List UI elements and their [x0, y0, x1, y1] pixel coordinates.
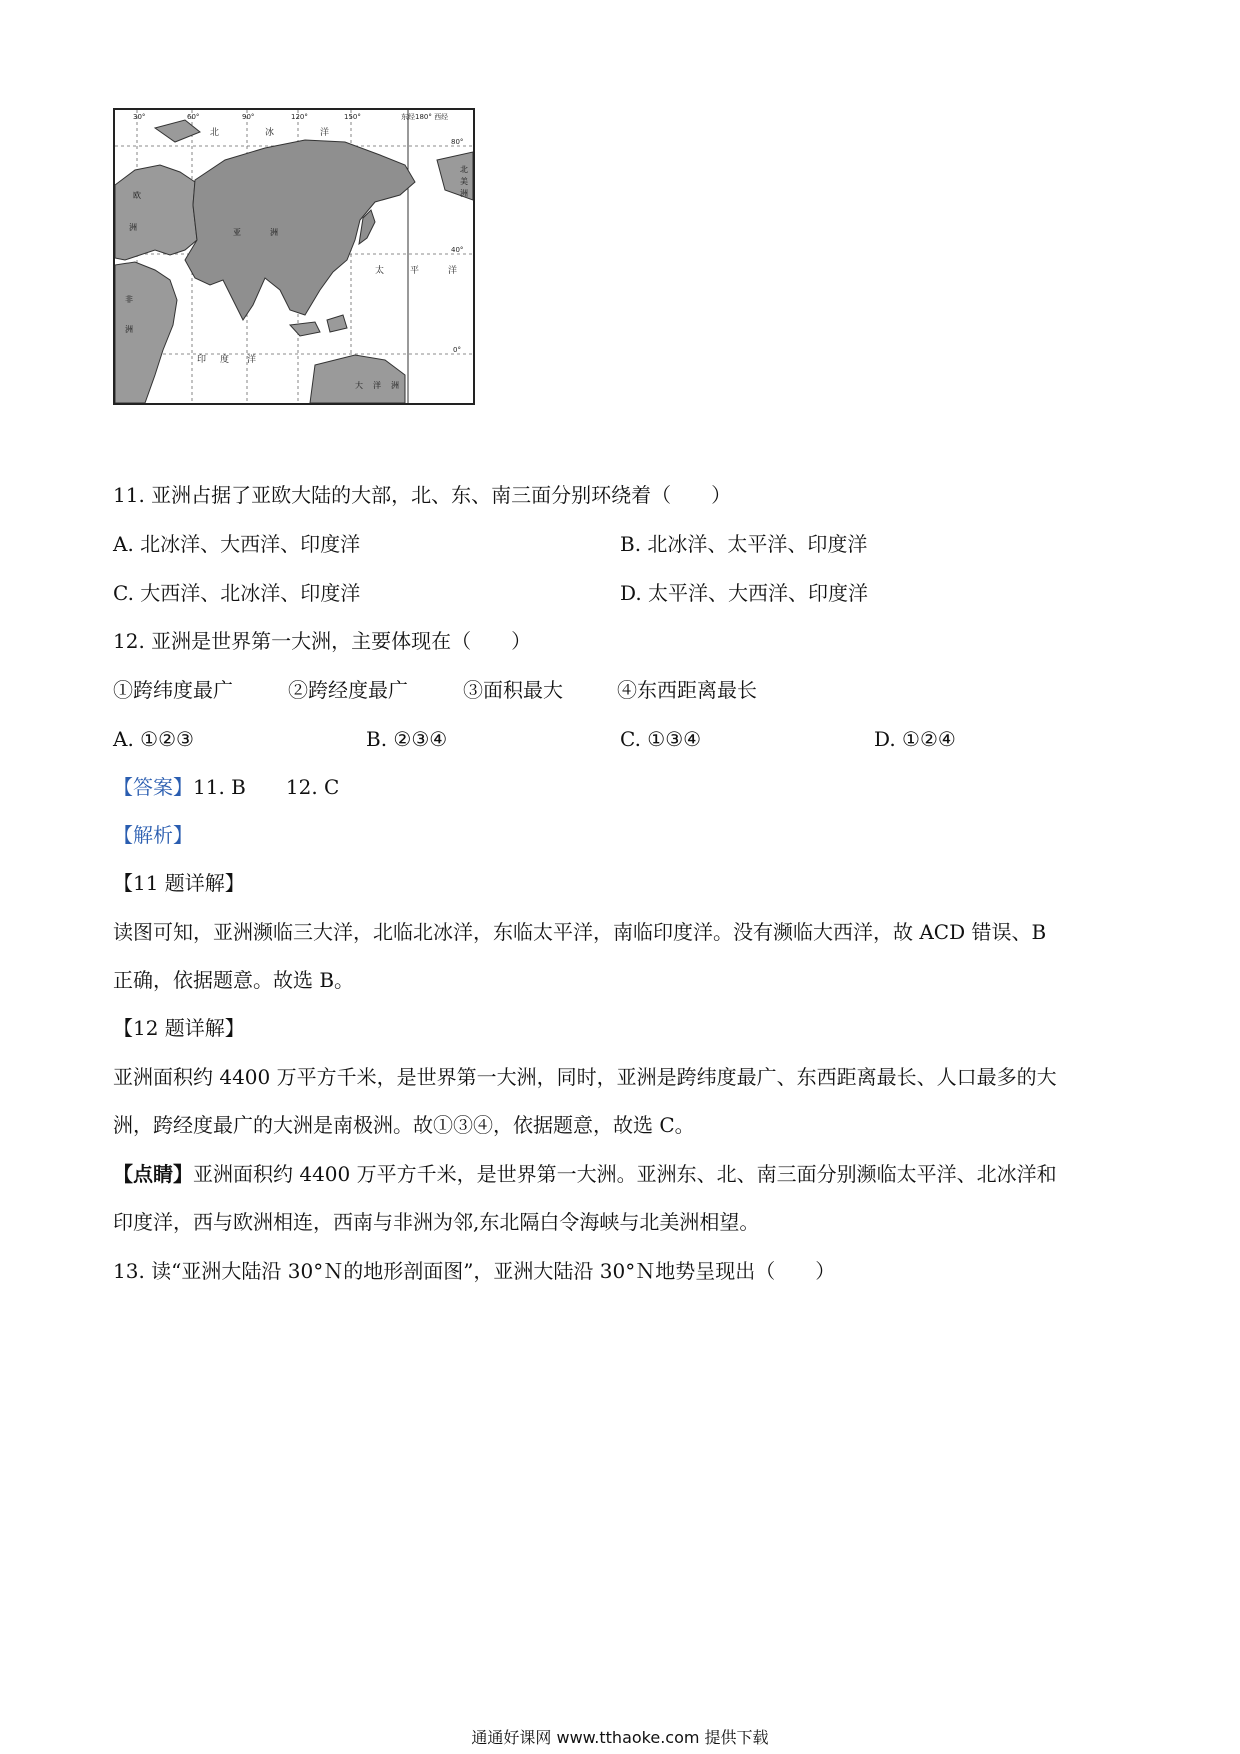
ocean-label: 平	[410, 266, 420, 276]
detail-11-tag: 【11 题详解】	[113, 871, 245, 895]
analysis-tag: 【解析】	[113, 823, 193, 847]
continent-label: 北	[460, 165, 468, 174]
q12-option-c: C. ①③④	[620, 727, 702, 751]
tip-line-1	[113, 1161, 1057, 1187]
lon-label: 30°	[133, 113, 146, 121]
lon-label: 120°	[291, 113, 308, 121]
asia-map-figure	[113, 108, 475, 405]
australia-landmass	[310, 355, 405, 403]
continent-label: 大	[355, 381, 363, 390]
continent-label: 非	[125, 295, 133, 304]
answer-12: 12. C	[285, 775, 340, 799]
q12-item-2: ②跨经度最广	[288, 678, 408, 702]
lon-label: 90°	[242, 113, 255, 121]
detail-12-tag: 【12 题详解】	[113, 1016, 245, 1040]
ocean-label: 洋	[320, 128, 330, 138]
tip-line-2: 印度洋，西与欧洲相连，西南与非洲为邻,东北隔白令海峡与北美洲相望。	[113, 1210, 760, 1234]
detail-12-line-2: 洲，跨经度最广的大洲是南极洲。故①③④，依据题意，故选 C。	[113, 1113, 695, 1137]
q11-option-a: A. 北冰洋、大西洋、印度洋	[113, 532, 361, 556]
lat-label: 80°	[451, 138, 464, 146]
continent-label: 洲	[270, 228, 278, 237]
q12-item-1: ①跨纬度最广	[113, 678, 233, 702]
asia-landmass	[185, 140, 415, 320]
continent-label: 洲	[391, 381, 399, 390]
answer-11: 11. B	[193, 775, 246, 799]
ocean-label: 洋	[247, 355, 257, 365]
ocean-label: 太	[375, 266, 385, 276]
continent-label: 美	[460, 177, 468, 186]
continent-label: 洲	[129, 223, 137, 232]
ocean-label: 冰	[265, 128, 275, 138]
ocean-label: 北	[210, 128, 220, 138]
question-11-stem: 11. 亚洲占据了亚欧大陆的大部，北、东、南三面分别环绕着（ ）	[113, 483, 732, 507]
tip-tag: 【点睛】	[113, 1162, 193, 1186]
q12-option-b: B. ②③④	[366, 727, 448, 751]
tip-text-1: 亚洲面积约 4400 万平方千米，是世界第一大洲。亚洲东、北、南三面分别濒临太平洋、北冰洋和	[193, 1162, 1057, 1186]
asia-map-svg	[115, 110, 473, 403]
lon-label: 东经180° 西经	[401, 113, 449, 121]
continent-label: 亚	[233, 228, 241, 237]
detail-11-line-2: 正确，依据题意。故选 B。	[113, 968, 355, 992]
answer-line	[113, 774, 339, 800]
ocean-label: 印	[197, 355, 207, 365]
europe-landmass	[115, 165, 197, 260]
continent-label: 欧	[133, 191, 141, 200]
lat-label: 40°	[451, 246, 464, 254]
ocean-label: 洋	[448, 266, 458, 276]
q12-option-d: D. ①②④	[874, 727, 956, 751]
q12-item-4: ④东西距离最长	[617, 678, 757, 702]
question-12-stem: 12. 亚洲是世界第一大洲，主要体现在（ ）	[113, 629, 532, 653]
question-13-stem: 13. 读“亚洲大陆沿 30°Ｎ的地形剖面图”，亚洲大陆沿 30°Ｎ地势呈现出（ ）	[113, 1259, 836, 1283]
continent-label: 洋	[373, 381, 381, 390]
indonesia-islands	[290, 322, 320, 336]
q11-option-c: C. 大西洋、北冰洋、印度洋	[113, 581, 361, 605]
continent-label: 洲	[460, 189, 468, 198]
detail-11-line-1: 读图可知，亚洲濒临三大洋，北临北冰洋，东临太平洋，南临印度洋。没有濒临大西洋，故 ACD 错误、B	[113, 920, 1047, 944]
answer-tag: 【答案】	[113, 775, 193, 799]
lon-label: 150°	[344, 113, 361, 121]
lat-label: 0°	[453, 346, 461, 354]
q12-option-a: A. ①②③	[113, 727, 194, 751]
continent-label: 洲	[125, 325, 133, 334]
arctic-island	[155, 120, 200, 142]
indonesia-islands-2	[327, 315, 347, 332]
q11-option-b: B. 北冰洋、太平洋、印度洋	[620, 532, 868, 556]
q12-item-3: ③面积最大	[463, 678, 563, 702]
ocean-label: 度	[220, 355, 230, 365]
lon-label: 60°	[187, 113, 200, 121]
detail-12-line-1: 亚洲面积约 4400 万平方千米，是世界第一大洲，同时，亚洲是跨纬度最广、东西距离最长、人口最多的大	[113, 1065, 1057, 1089]
page-footer: 通通好课网 www.tthaoke.com 提供下载	[471, 1728, 769, 1747]
q11-option-d: D. 太平洋、大西洋、印度洋	[620, 581, 869, 605]
